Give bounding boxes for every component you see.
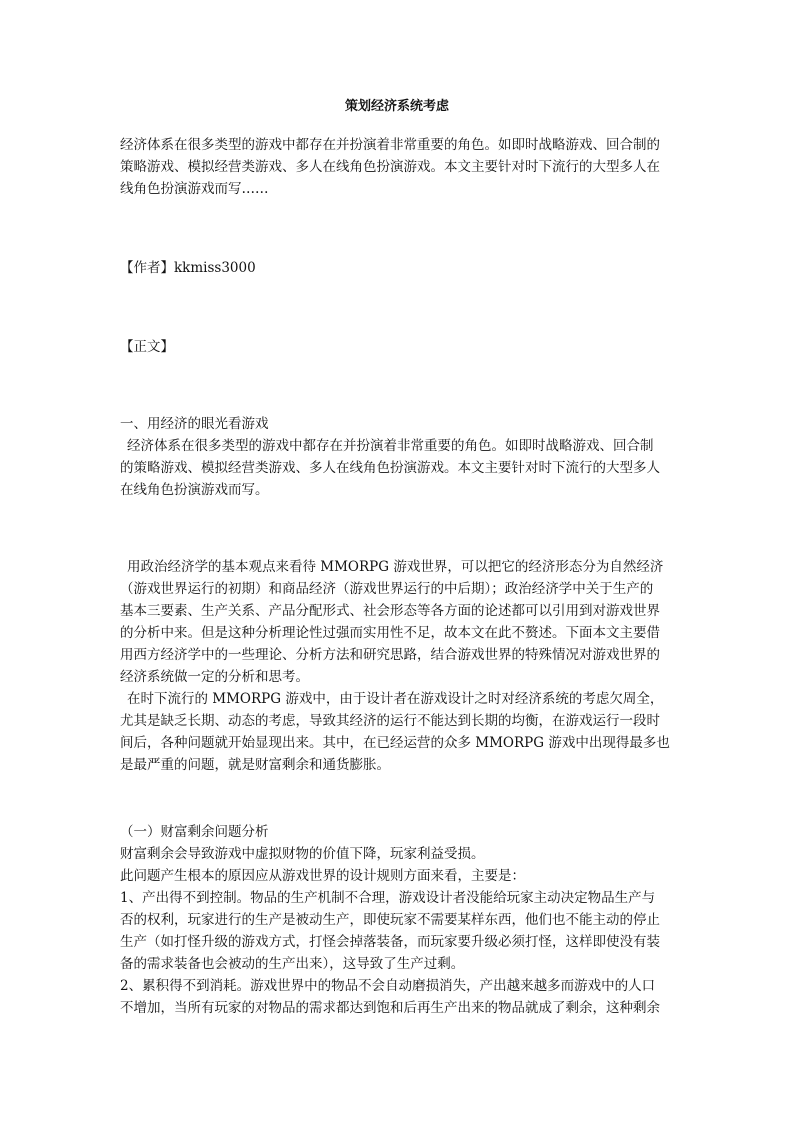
mmorpg-problems-paragraph: [120, 688, 676, 776]
political-economy-paragraph: [120, 556, 676, 688]
abstract-line: 经济体系在很多类型的游戏中都存在并扮演着非常重要的角色。如即时战略游戏、回合制的: [120, 137, 660, 153]
paragraph-line: 的策略游戏、模拟经营类游戏、多人在线角色扮演游戏。本文主要针对时下流行的大型多人: [120, 460, 660, 476]
document-title: 策划经济系统考虑: [344, 99, 449, 114]
paragraph-line: 间后，各种问题就开始显现出来。其中，在已经运营的众多 MMORPG 游戏中出现得最多也: [120, 735, 670, 751]
body-label: 【正文】: [120, 339, 174, 355]
paragraph-line: 经济体系在很多类型的游戏中都存在并扮演着非常重要的角色。如即时战略游戏、回合制: [127, 438, 654, 454]
wealth-surplus-paragraph: [120, 843, 676, 1019]
paragraph-line: 备的需求装备也会被动的生产出来），这导致了生产过剩。: [120, 956, 465, 972]
paragraph-line: 1、产出得不到控制。物品的生产机制不合理，游戏设计者没能给玩家主动决定物品生产与: [120, 890, 656, 906]
paragraph-line: 在时下流行的 MMORPG 游戏中，由于设计者在游戏设计之时对经济系统的考虑欠周全，: [127, 691, 664, 707]
paragraph-line: 在线角色扮演游戏而写。: [120, 482, 269, 498]
section-1-paragraph: [120, 435, 676, 501]
subsection-1-heading: （一）财富剩余问题分析: [120, 824, 269, 840]
paragraph-line: 2、累积得不到消耗。游戏世界中的物品不会自动磨损消失，产出越来越多而游戏中的人口: [120, 978, 656, 994]
author-line: 【作者】kkmiss3000: [120, 260, 256, 276]
paragraph-line: 经济系统做一定的分析和思考。: [120, 669, 309, 685]
paragraph-line: 尤其是缺乏长期、动态的考虑，导致其经济的运行不能达到长期的均衡，在游戏运行一段时: [120, 713, 660, 729]
paragraph-line: 基本三要素、生产关系、产品分配形式、社会形态等各方面的论述都可以引用到对游戏世界: [120, 603, 660, 619]
paragraph-line: 是最严重的问题，就是财富剩余和通货膨胀。: [120, 757, 390, 773]
paragraph-line: 财富剩余会导致游戏中虚拟财物的价值下降，玩家利益受损。: [120, 846, 485, 862]
abstract-line: 线角色扮演游戏而写……: [120, 181, 269, 197]
paragraph-line: 的分析中来。但是这种分析理论性过强而实用性不足，故本文在此不赘述。下面本文主要借: [120, 625, 660, 641]
abstract-line: 策略游戏、模拟经营类游戏、多人在线角色扮演游戏。本文主要针对时下流行的大型多人在: [120, 159, 660, 175]
section-1-heading: 一、用经济的眼光看游戏: [120, 416, 269, 432]
paragraph-line: 生产（如打怪升级的游戏方式，打怪会掉落装备，而玩家要升级必须打怪，这样即使没有装: [120, 934, 660, 950]
paragraph-line: 不增加，当所有玩家的对物品的需求都达到饱和后再生产出来的物品就成了剩余，这种剩余: [120, 1000, 660, 1016]
paragraph-line: 用西方经济学中的一些理论、分析方法和研究思路，结合游戏世界的特殊情况对游戏世界的: [120, 647, 660, 663]
paragraph-line: 否的权利，玩家进行的生产是被动生产，即使玩家不需要某样东西，他们也不能主动的停止: [120, 912, 660, 928]
paragraph-line: 用政治经济学的基本观点来看待 MMORPG 游戏世界，可以把它的经济形态分为自然经济: [127, 559, 664, 575]
paragraph-line: 此问题产生根本的原因应从游戏世界的设计规则方面来看，主要是：: [120, 868, 525, 884]
paragraph-line: （游戏世界运行的初期）和商品经济（游戏世界运行的中后期）；政治经济学中关于生产的: [120, 581, 654, 597]
abstract-paragraph: [120, 134, 676, 200]
